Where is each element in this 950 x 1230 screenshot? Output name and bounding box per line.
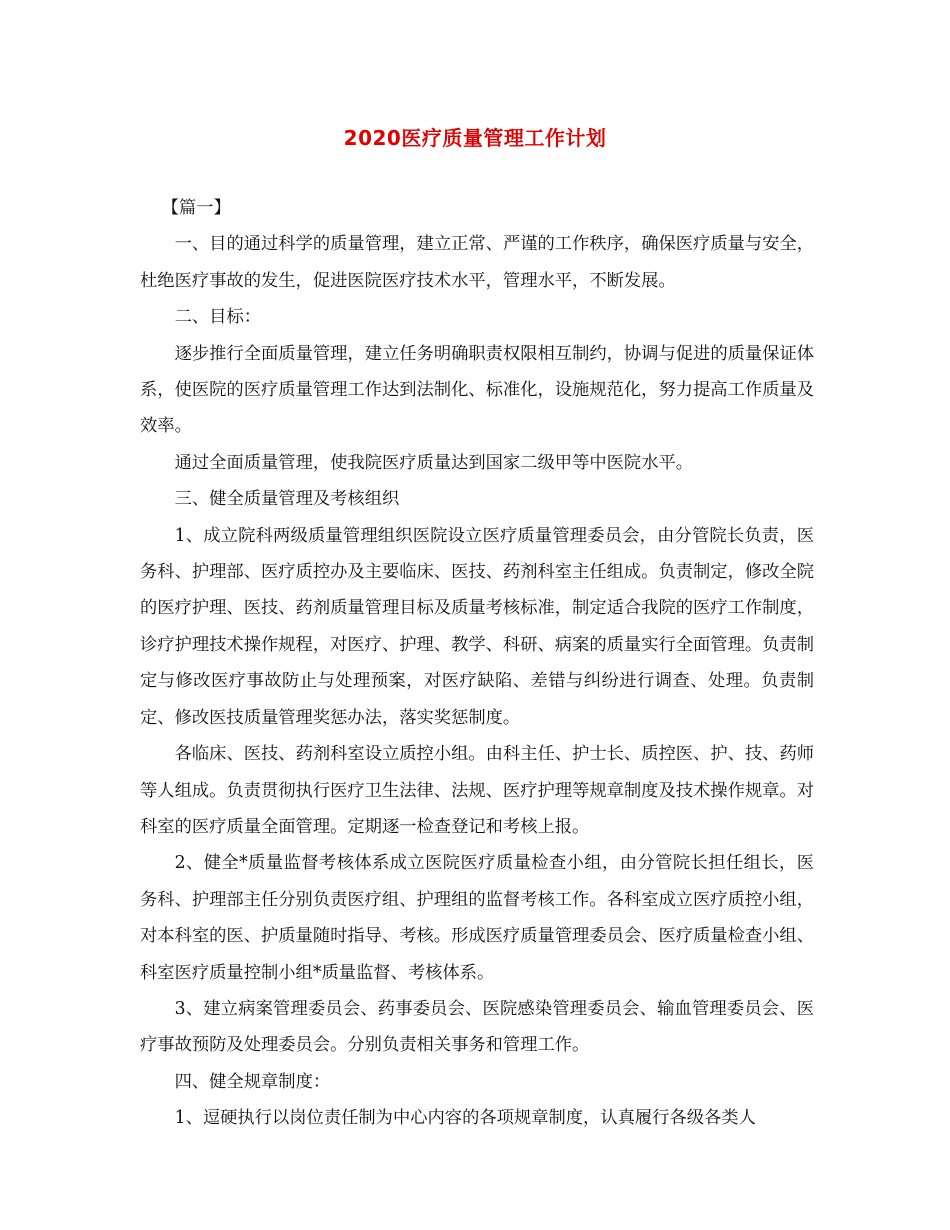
document-title: 2020医疗质量管理工作计划 [343, 126, 607, 150]
paragraph-target-level: 通过全面质量管理，使我院医疗质量达到国家二级甲等中医院水平。 [174, 452, 694, 473]
paragraph-qc-groups: 各临床、医技、药剂科室设立质控小组。由科主任、护士长、质控医、护、技、药师等人组成。负责贯彻执行医疗卫生法律、法规、医疗护理等规章制度及技术操作规章。对科室的医疗质量全面管理。定期逐一检查登记和考核上报。 [140, 744, 815, 837]
paragraph-supervision: 2、健全*质量监督考核体系成立医院医疗质量检查小组，由分管院长担任组长，医务科、护理部主任分别负责医疗组、护理组的监督考核工作。各科室成立医疗质控小组，对本科室的医、护质量随时指导、考核。形成医疗质量管理委员会、医疗质量检查小组、科室医疗质量控制小组*质量监督、考核体系。 [140, 853, 814, 983]
document-body [140, 190, 814, 1137]
section-label: 【篇一】 [161, 198, 231, 218]
heading-organization: 三、健全质量管理及考核组织 [174, 489, 400, 510]
paragraph-rules: 1、逗硬执行以岗位责任制为中心内容的各项规章制度，认真履行各级各类人 [174, 1108, 756, 1129]
paragraph-goals: 逐步推行全面质量管理，建立任务明确职责权限相互制约，协调与促进的质量保证体系，使医院的医疗质量管理工作达到法制化、标准化，设施规范化，努力提高工作质量及效率。 [140, 343, 815, 437]
heading-goals: 二、目标： [174, 307, 262, 328]
heading-rules: 四、健全规章制度： [174, 1071, 331, 1092]
paragraph-purpose: 一、目的通过科学的质量管理，建立正常、严谨的工作秩序，确保医疗质量与安全，杜绝医疗事故的发生，促进医院医疗技术水平，管理水平，不断发展。 [140, 234, 815, 291]
paragraph-committee: 1、成立院科两级质量管理组织医院设立医疗质量管理委员会，由分管院长负责，医务科、护理部、医疗质控办及主要临床、医技、药剂科室主任组成。负责制定，修改全院的医疗护理、医技、药剂质量管理目标及质量考核标准，制定适合我院的医疗工作制度，诊疗护理技术操作规程，对医疗、护理、教学、科研、病案的质量实行全面管理。负责制定与修改医疗事故防止与处理预案，对医疗缺陷、差错与纠纷进行调查、处理。负责制定、修改医技质量管理奖惩办法，落实奖惩制度。 [140, 525, 814, 728]
paragraph-committees: 3、建立病案管理委员会、药事委员会、医院感染管理委员会、输血管理委员会、医疗事故预防及处理委员会。分别负责相关事务和管理工作。 [140, 998, 814, 1056]
